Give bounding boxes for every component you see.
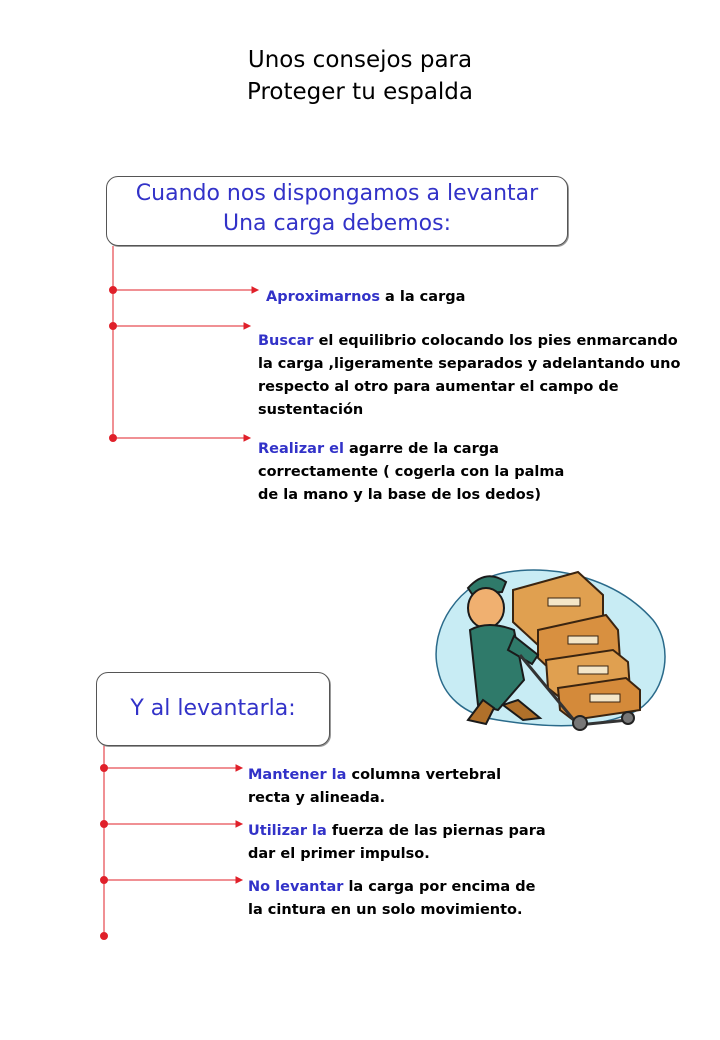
arrowhead-6	[236, 877, 242, 883]
item-text: fuerza de las piernas para dar el primer impulso.	[248, 823, 546, 862]
title-line-1: Unos consejos para	[247, 47, 473, 73]
bullet-dot-2	[110, 323, 117, 330]
arrowhead-3	[244, 435, 250, 441]
item-keyword: Utilizar la	[248, 823, 327, 839]
section2-item-1	[248, 764, 548, 810]
section2-heading: Y al levantarla:	[130, 696, 296, 721]
section1-item-1	[266, 286, 566, 309]
arrowhead-5	[236, 821, 242, 827]
worker-with-hand-truck-icon	[428, 560, 674, 732]
bullet-dot-1	[110, 287, 117, 294]
arrowhead-2	[244, 323, 250, 329]
section1-heading-line-2: Una carga debemos:	[223, 211, 451, 236]
item-keyword: No levantar	[248, 879, 344, 895]
item-keyword: Aproximarnos	[266, 289, 380, 305]
bullet-dot-4	[101, 765, 108, 772]
section1-heading-line-1: Cuando nos dispongamos a levantar	[135, 181, 539, 206]
section1-item-2	[258, 330, 690, 422]
arrowhead-4	[236, 765, 242, 771]
title-line-2: Proteger tu espalda	[247, 79, 473, 105]
bullet-dot-5	[101, 821, 108, 828]
bullet-dot-6	[101, 877, 108, 884]
item-keyword: Mantener la	[248, 767, 347, 783]
item-keyword: Realizar el	[258, 441, 344, 457]
item-keyword: Buscar	[258, 333, 314, 349]
bullet-dot-7	[101, 933, 108, 940]
item-text: el equilibrio colocando los pies enmarcando la carga ,ligeramente separados y adelantando uno respecto al otro para aumentar el campo de sustentación	[258, 333, 681, 418]
item-text: la carga por encima de la cintura en un solo movimiento.	[248, 879, 536, 918]
arrowhead-1	[252, 287, 258, 293]
section2-item-3	[248, 876, 548, 922]
item-text: a la carga	[380, 289, 466, 305]
section1-item-3	[258, 438, 578, 507]
bullet-dot-3	[110, 435, 117, 442]
item-text: columna vertebral recta y alineada.	[248, 767, 502, 806]
section2-heading-box	[96, 672, 330, 746]
section2-item-2	[248, 820, 558, 866]
item-text: agarre de la carga correctamente ( cogerla con la palma de la mano y la base de los dedos)	[258, 441, 565, 503]
